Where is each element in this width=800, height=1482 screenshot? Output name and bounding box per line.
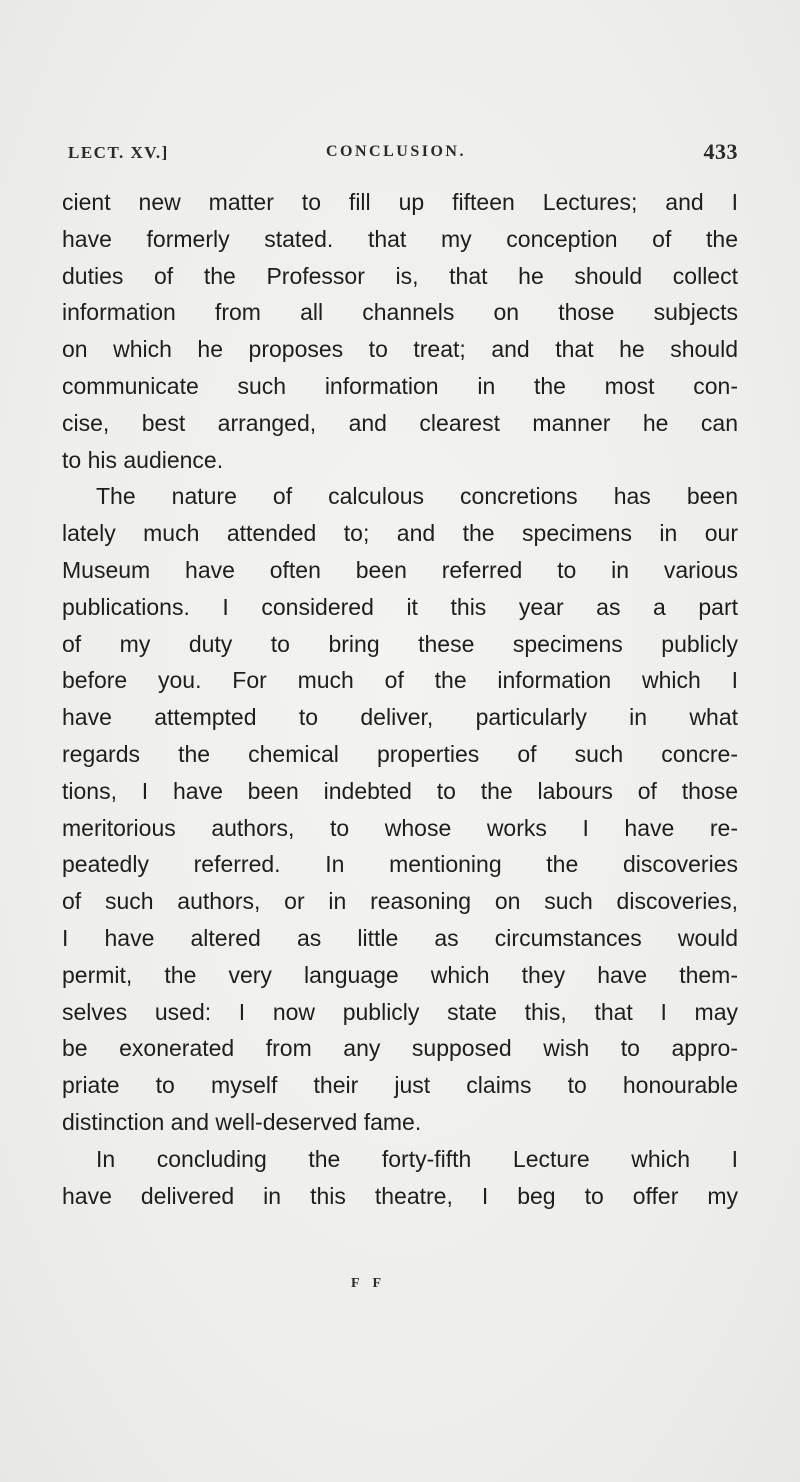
running-head: [68, 141, 738, 171]
text-line: publications. I considered it this year as a part: [62, 593, 738, 620]
text-line: communicate such information in the most con-: [62, 372, 738, 399]
text-line: meritorious authors, to whose works I have re-: [62, 814, 738, 841]
text-line: before you. For much of the information which I: [62, 667, 738, 694]
lecture-label: LECT. XV.]: [68, 143, 169, 162]
body-text: [62, 184, 738, 1214]
text-line: cient new matter to fill up fifteen Lectures; and I: [62, 189, 738, 215]
text-line: on which he proposes to treat; and that he should: [62, 336, 738, 363]
text-line: permit, the very language which they have them-: [62, 961, 738, 988]
text-line: In concluding the forty-fifth Lecture which I: [96, 1145, 738, 1172]
text-line: cise, best arranged, and clearest manner he can: [62, 409, 738, 436]
text-line: I have altered as little as circumstances would: [62, 924, 738, 951]
page-number: 433: [703, 139, 738, 164]
text-line: of such authors, or in reasoning on such discoveries,: [62, 888, 738, 915]
text-line: information from all channels on those subjects: [62, 299, 738, 326]
text-line: have attempted to deliver, particularly in what: [62, 704, 738, 731]
text-line: The nature of calculous concretions has been: [96, 483, 738, 510]
text-line: to his audience.: [62, 446, 224, 473]
text-line: distinction and well-deserved fame.: [62, 1108, 422, 1135]
signature-mark: F F: [351, 1276, 387, 1291]
text-line: peatedly referred. In mentioning the discoveries: [62, 851, 738, 878]
text-line: Museum have often been referred to in various: [62, 556, 738, 583]
text-line: priate to myself their just claims to honourable: [62, 1072, 738, 1099]
text-line: of my duty to bring these specimens publicly: [62, 630, 738, 657]
chapter-title: CONCLUSION.: [326, 143, 466, 160]
text-line: lately much attended to; and the specimens in our: [62, 520, 738, 547]
text-line: have formerly stated. that my conception of the: [62, 225, 738, 252]
text-line: duties of the Professor is, that he should collect: [62, 262, 738, 289]
text-line: tions, I have been indebted to the labours of those: [62, 777, 738, 804]
text-line: regards the chemical properties of such concre-: [62, 740, 738, 767]
text-line: selves used: I now publicly state this, that I may: [62, 998, 738, 1025]
text-line: have delivered in this theatre, I beg to offer my: [62, 1182, 738, 1209]
text-line: be exonerated from any supposed wish to appro-: [62, 1035, 738, 1062]
